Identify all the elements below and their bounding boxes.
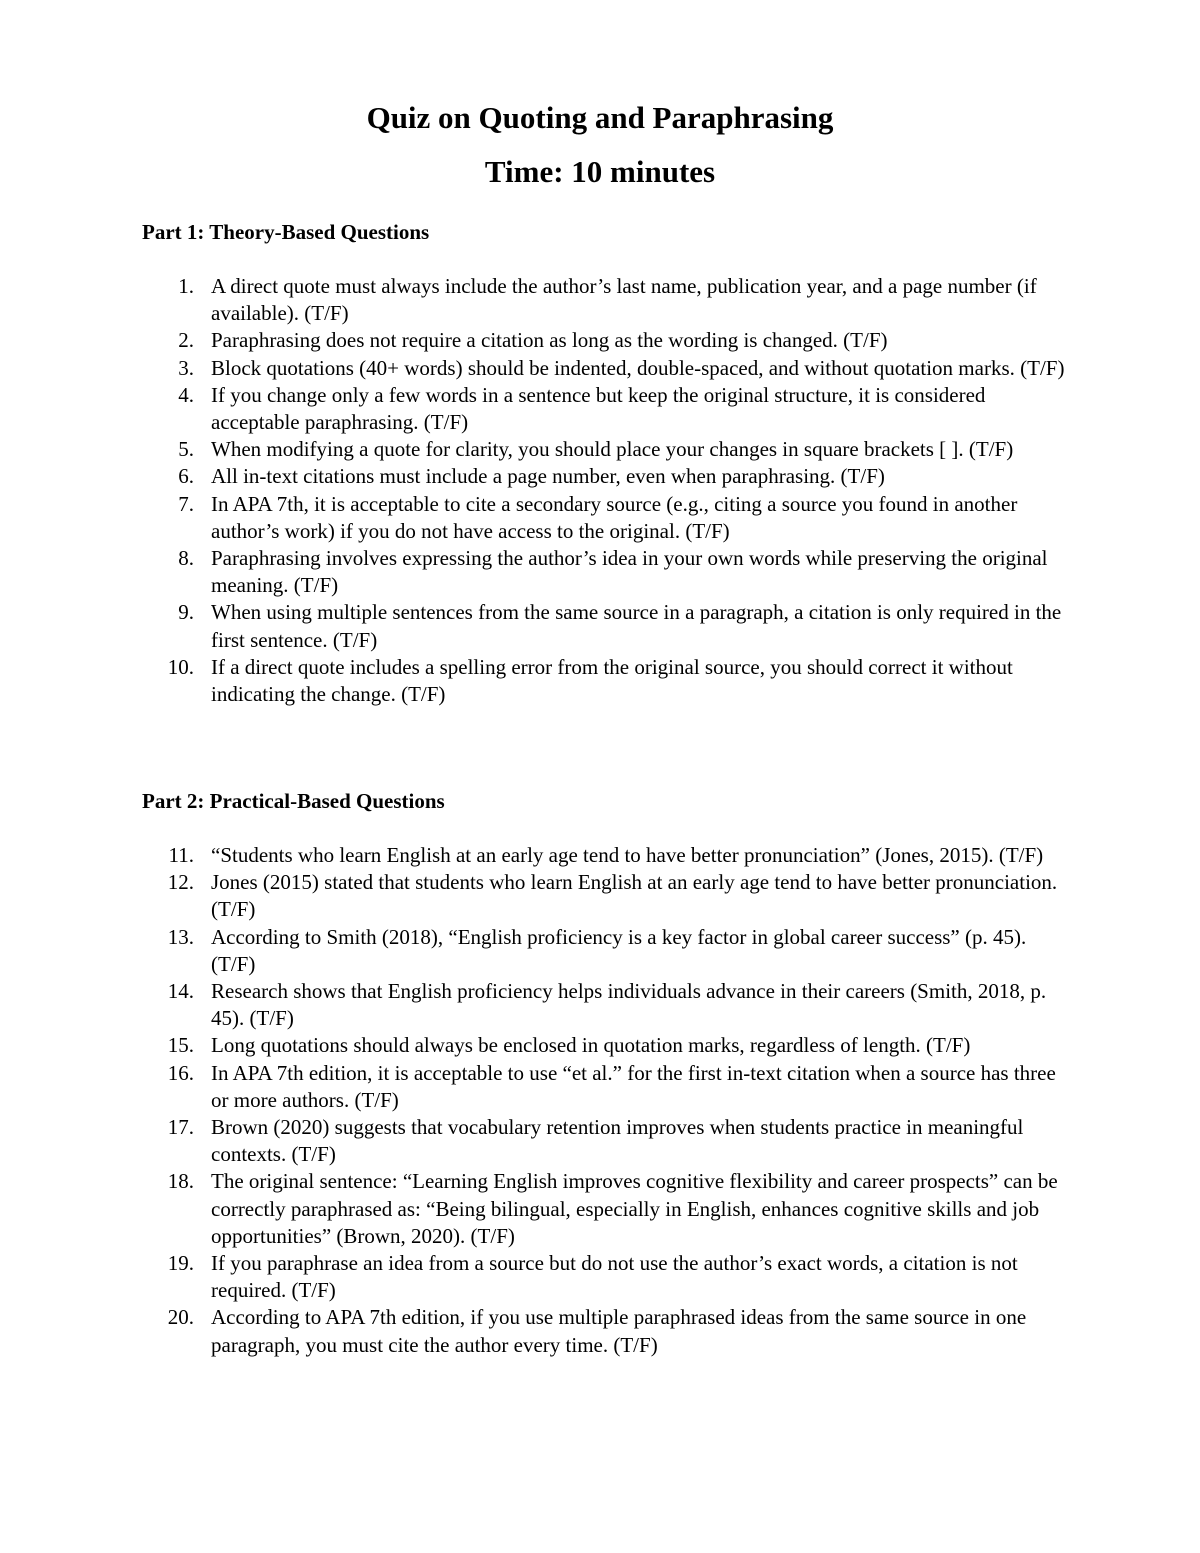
- question-item: [0, 491, 1200, 545]
- question-item: [0, 327, 1200, 354]
- question-text: When modifying a quote for clarity, you should place your changes in square brackets [ ]. (T/F): [211, 437, 1014, 462]
- question-item: [0, 463, 1200, 490]
- question-number: 5.: [178, 437, 194, 462]
- question-item: [0, 545, 1200, 599]
- question-number: 16.: [167, 1060, 194, 1085]
- question-text: Paraphrasing involves expressing the author’s idea in your own words while preserving the original meaning. (T/F): [211, 546, 1048, 598]
- question-number: 13.: [167, 924, 194, 949]
- question-text: If a direct quote includes a spelling error from the original source, you should correct it without indicating the change. (T/F): [211, 654, 1013, 707]
- question-text: The original sentence: “Learning English improves cognitive flexibility and career prospects” can be correctly paraphrased as: “Being bilingual, especially in English, enhances cognitive skills and job opportunities” (Brown, 2020). (T/F): [211, 1169, 1058, 1248]
- question-number: 6.: [178, 464, 194, 489]
- question-number: 20.: [167, 1305, 194, 1330]
- question-item: [0, 924, 1200, 978]
- question-text: If you change only a few words in a sentence but keep the original structure, it is considered acceptable paraphrasing. (T/F): [211, 382, 986, 435]
- time-limit: Time: 10 minutes: [484, 154, 716, 189]
- question-number: 2.: [178, 328, 194, 353]
- question-item: [0, 355, 1200, 382]
- question-item: [0, 1032, 1200, 1059]
- question-item: [0, 1168, 1200, 1250]
- question-number: 18.: [167, 1169, 194, 1194]
- part1-heading: Part 1: Theory-Based Questions: [142, 220, 430, 244]
- question-text: “Students who learn English at an early age tend to have better pronunciation” (Jones, 2015). (T/F): [211, 843, 1044, 867]
- part2-heading: Part 2: Practical-Based Questions: [142, 789, 445, 813]
- question-number: 3.: [178, 355, 194, 380]
- question-text: Research shows that English proficiency helps individuals advance in their careers (Smith, 2018, p. 45). (T/F): [211, 979, 1047, 1031]
- part1-question-list: [0, 273, 1200, 708]
- question-item: [0, 978, 1200, 1032]
- question-item: [0, 869, 1200, 923]
- question-number: 10.: [167, 654, 194, 679]
- question-number: 4.: [178, 382, 194, 407]
- question-number: 12.: [167, 870, 194, 895]
- question-item: [0, 599, 1200, 653]
- question-text: Brown (2020) suggests that vocabulary retention improves when students practice in meaningful contexts. (T/F): [211, 1115, 1024, 1167]
- question-number: 9.: [178, 600, 194, 625]
- question-text: In APA 7th edition, it is acceptable to use “et al.” for the first in-text citation when a source has three or more authors. (T/F): [211, 1060, 1056, 1112]
- question-text: When using multiple sentences from the same source in a paragraph, a citation is only required in the first sentence. (T/F): [211, 600, 1062, 652]
- question-item: [0, 382, 1200, 436]
- question-item: [0, 1060, 1200, 1114]
- question-number: 1.: [178, 274, 194, 298]
- question-text: Long quotations should always be enclosed in quotation marks, regardless of length. (T/F): [211, 1033, 971, 1058]
- question-text: Block quotations (40+ words) should be indented, double-spaced, and without quotation marks. (T/F): [211, 355, 1065, 380]
- part2-question-list: [0, 842, 1200, 1359]
- question-number: 19.: [167, 1251, 194, 1276]
- question-text: If you paraphrase an idea from a source but do not use the author’s exact words, a citation is not required. (T/F): [211, 1251, 1018, 1303]
- question-text: A direct quote must always include the author’s last name, publication year, and a page number (if available). (T/F): [211, 274, 1037, 326]
- question-item: [0, 1114, 1200, 1168]
- question-number: 7.: [178, 491, 194, 516]
- question-number: 14.: [167, 979, 194, 1004]
- question-text: In APA 7th, it is acceptable to cite a secondary source (e.g., citing a source you found in another author’s work) if you do not have access to the original. (T/F): [211, 491, 1018, 543]
- question-item: [0, 436, 1200, 463]
- document-title: Quiz on Quoting and Paraphrasing: [366, 100, 834, 135]
- question-item: [0, 654, 1200, 708]
- question-number: 11.: [168, 843, 194, 867]
- question-number: 17.: [167, 1115, 194, 1140]
- question-item: [0, 273, 1200, 327]
- question-number: 8.: [178, 546, 194, 571]
- question-item: [0, 1250, 1200, 1304]
- question-text: According to Smith (2018), “English proficiency is a key factor in global career success” (p. 45). (T/F): [211, 924, 1027, 976]
- question-text: Jones (2015) stated that students who learn English at an early age tend to have better pronunciation. (T/F): [211, 870, 1058, 922]
- question-text: According to APA 7th edition, if you use multiple paraphrased ideas from the same source in one paragraph, you must cite the author every time. (T/F): [211, 1305, 1027, 1357]
- question-item: [0, 1304, 1200, 1358]
- question-item: [0, 842, 1200, 869]
- question-text: Paraphrasing does not require a citation as long as the wording is changed. (T/F): [211, 328, 888, 353]
- question-number: 15.: [167, 1033, 194, 1058]
- question-text: All in-text citations must include a page number, even when paraphrasing. (T/F): [211, 464, 885, 489]
